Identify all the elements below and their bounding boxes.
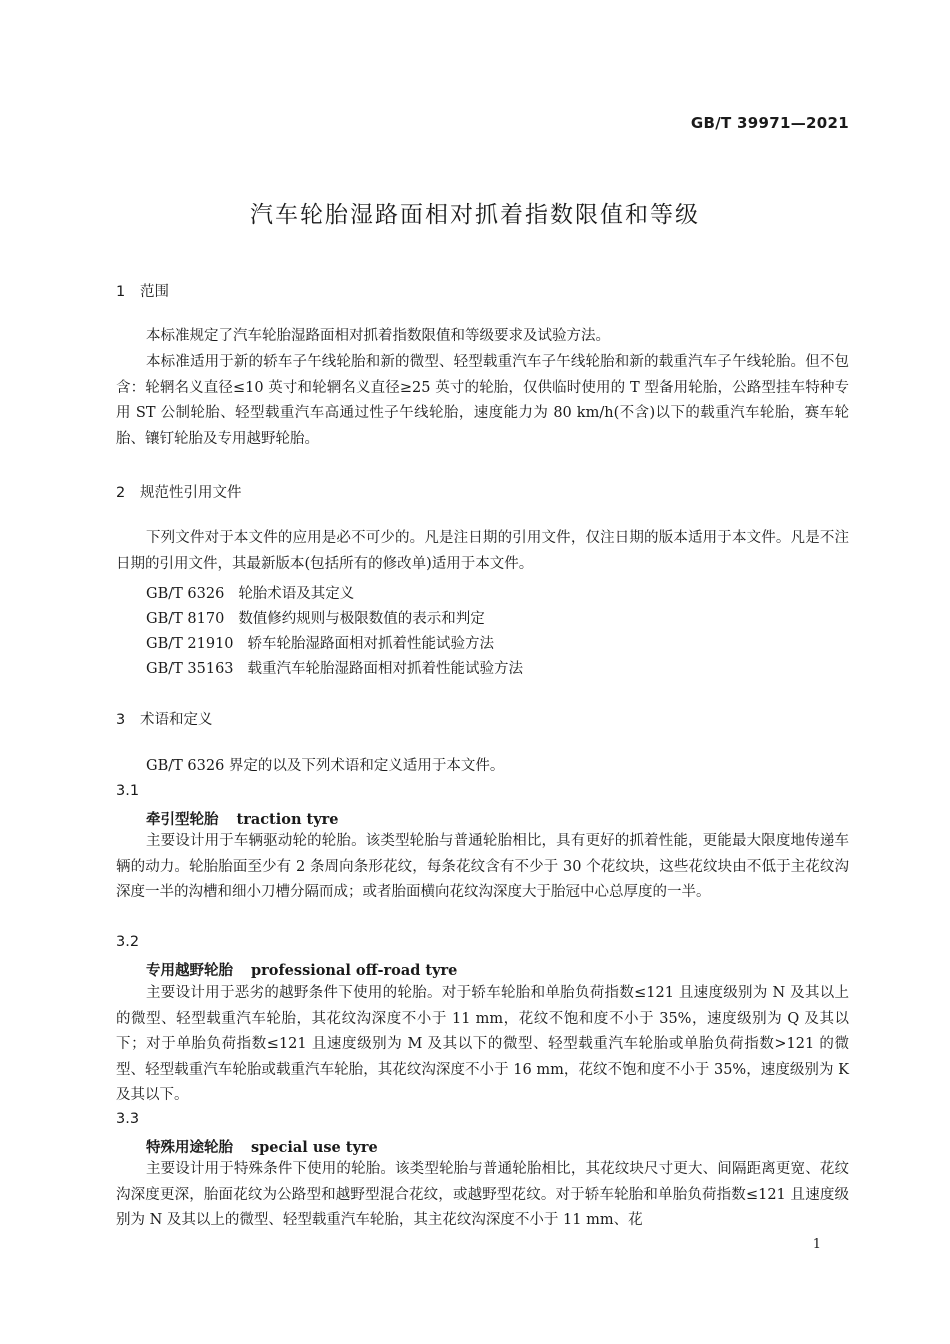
paragraph: 下列文件对于本文件的应用是必不可少的。凡是注日期的引用文件，仅注日期的版本适用于本文件。凡是不注日期的引用文件，其最新版本(包括所有的修改单)适用于本文件。 <box>116 530 849 572</box>
term-definition: 主要设计用于恶劣的越野条件下使用的轮胎。对于轿车轮胎和单胎负荷指数≤121 且速度级别为 N 及其以上的微型、轻型载重汽车轮胎，其花纹沟深度不小于 11 mm，花纹不饱和度不小于 35%，速度级别为 Q 及其以下；对于单胎负荷指数≤121 且速度级别为 M 及其以下的微型、轻型载重汽车轮胎或单胎负荷指数>121 的微型、轻型载重汽车轮胎或载重汽车轮胎，其花纹沟深度不小于 16 mm，花纹不饱和度不小于 35%，速度级别为 K 及其以下。 <box>116 985 849 1103</box>
reference-title: 载重汽车轮胎湿路面相对抓着性能试验方法 <box>247 661 524 677</box>
paragraph: 本标准规定了汽车轮胎湿路面相对抓着指数限值和等级要求及试验方法。 <box>146 328 610 344</box>
document-title: 汽车轮胎湿路面相对抓着指数限值和等级 <box>250 202 700 228</box>
reference-item <box>146 582 354 603</box>
term-english: special use tyre <box>251 1139 378 1156</box>
term-heading <box>146 959 457 980</box>
term-heading <box>146 1136 378 1157</box>
reference-item <box>146 607 485 628</box>
section-number: 1 <box>116 284 126 300</box>
term-english: traction tyre <box>236 811 339 828</box>
reference-code: GB/T 21910 <box>146 636 234 652</box>
reference-title: 轿车轮胎湿路面相对抓着性能试验方法 <box>247 636 495 652</box>
term-number: 3.1 <box>116 783 140 799</box>
paragraph: 本标准适用于新的轿车子午线轮胎和新的微型、轻型载重汽车子午线轮胎和新的载重汽车子午线轮胎。但不包含：轮辋名义直径≤10 英寸和轮辋名义直径≥25 英寸的轮胎，仅供临时使用的 T 型备用轮胎，公路型挂车特种专用 ST 公制轮胎、轻型载重汽车高通过性子午线轮胎，速度能力为 80 km/h(不含)以下的载重汽车轮胎，赛车轮胎、镶钉轮胎及专用越野轮胎。 <box>116 354 849 447</box>
paragraph: GB/T 6326 界定的以及下列术语和定义适用于本文件。 <box>146 758 505 774</box>
reference-code: GB/T 6326 <box>146 586 225 602</box>
section-title: 范围 <box>140 284 169 300</box>
standard-code: GB/T 39971—2021 <box>690 114 849 132</box>
term-number: 3.3 <box>116 1111 140 1127</box>
page-number: 1 <box>812 1237 821 1252</box>
term-chinese: 专用越野轮胎 <box>146 963 233 979</box>
term-english: professional off-road tyre <box>251 962 458 979</box>
reference-item <box>146 632 494 653</box>
section-heading-terms-and-definitions <box>116 708 213 729</box>
section-number: 2 <box>116 485 126 501</box>
reference-title: 数值修约规则与极限数值的表示和判定 <box>238 611 485 627</box>
reference-code: GB/T 8170 <box>146 611 225 627</box>
term-definition: 主要设计用于特殊条件下使用的轮胎。该类型轮胎与普通轮胎相比，其花纹块尺寸更大、间隔距离更宽、花纹沟深度更深，胎面花纹为公路型和越野型混合花纹，或越野型花纹。对于轿车轮胎和单胎负荷指数≤121 且速度级别为 N 及其以上的微型、轻型载重汽车轮胎，其主花纹沟深度不小于 11 mm、花 <box>116 1161 849 1228</box>
term-heading <box>146 808 339 829</box>
term-definition: 主要设计用于车辆驱动轮的轮胎。该类型轮胎与普通轮胎相比，具有更好的抓着性能，更能最大限度地传递车辆的动力。轮胎胎面至少有 2 条周向条形花纹，每条花纹含有不少于 30 个花纹块，这些花纹块由不低于主花纹沟深度一半的沟槽和细小刀槽分隔而成；或者胎面横向花纹沟深度大于胎冠中心总厚度的一半。 <box>116 833 849 900</box>
section-title: 规范性引用文件 <box>140 485 242 501</box>
section-heading-scope <box>116 280 169 301</box>
section-heading-normative-references <box>116 481 242 502</box>
section-title: 术语和定义 <box>140 712 213 728</box>
reference-title: 轮胎术语及其定义 <box>238 586 355 602</box>
reference-code: GB/T 35163 <box>146 661 234 677</box>
term-chinese: 特殊用途轮胎 <box>146 1140 233 1156</box>
section-number: 3 <box>116 712 126 728</box>
term-chinese: 牵引型轮胎 <box>146 812 219 828</box>
term-number: 3.2 <box>116 934 140 950</box>
reference-item <box>146 657 523 678</box>
